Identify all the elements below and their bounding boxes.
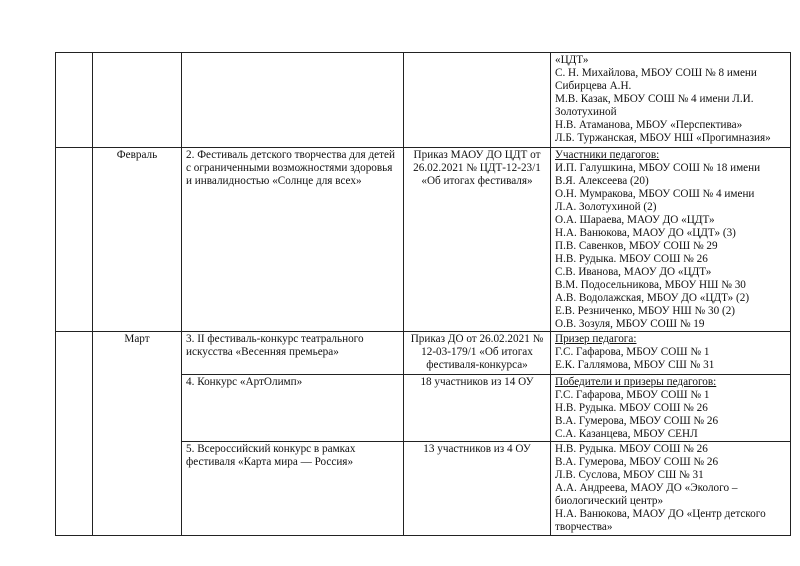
event-cell: 5. Всероссийский конкурс в рамках фестиваля «Карта мира — Россия» [182,442,404,536]
table-row [56,332,791,375]
event-cell: 2. Фестиваль детского творчества для детей с ограниченными возможностями здоровья и инвалидностью «Солнце для всех» [182,148,404,332]
order-cell: 13 участников из 4 ОУ [404,442,551,536]
month-cell: Февраль [93,148,182,332]
participant-line: О.Н. Мумракова, МБОУ СОШ № 4 имени [555,188,755,200]
participant-line: Л.В. Суслова, МБОУ СШ № 31 [555,469,704,481]
table-row [56,148,791,332]
participant-line: В.Я. Алексеева (20) [555,175,649,187]
participants-cell [551,442,791,536]
participants-cell [551,53,791,148]
participant-line: П.В. Савенков, МБОУ СОШ № 29 [555,240,718,252]
order-cell: 18 участников из 14 ОУ [404,375,551,442]
participant-line: Г.С. Гафарова, МБОУ СОШ № 1 [555,346,710,358]
month-cell: Март [93,332,182,536]
participant-line: С.А. Казанцева, МБОУ СЕНЛ [555,428,698,440]
table-row [56,53,791,148]
participant-line: В.А. Гумерова, МБОУ СОШ № 26 [555,415,719,427]
participant-line: С. Н. Михайлова, МБОУ СОШ № 8 имени [555,67,757,79]
participants-cell [551,332,791,375]
participant-line: А.В. Водолажская, МБОУ ДО «ЦДТ» (2) [555,292,750,304]
events-table [55,52,791,536]
participants-cell [551,375,791,442]
participant-line: И.П. Галушкина, МБОУ СОШ № 18 имени [555,162,761,174]
participant-line: С.В. Иванова, МАОУ ДО «ЦДТ» [555,266,712,278]
number-cell [56,53,93,148]
order-cell: Приказ ДО от 26.02.2021 № 12-03-179/1 «Об итогах фестиваля-конкурса» [404,332,551,375]
participant-line: В.М. Подосельникова, МБОУ НШ № 30 [555,279,746,291]
participant-line: Е.К. Галлямова, МБОУ СШ № 31 [555,359,715,371]
participant-line: Золотухиной [555,106,617,118]
participant-line: В.А. Гумерова, МБОУ СОШ № 26 [555,456,719,468]
participant-line: Н.А. Ванюкова, МАОУ ДО «Центр детского [555,508,766,520]
participant-line: Сибирцева А.Н. [555,80,632,92]
number-cell [56,332,93,536]
participant-line: М.В. Казак, МБОУ СОШ № 4 имени Л.И. [555,93,754,105]
participants-cell [551,148,791,332]
month-cell [93,53,182,148]
participant-line: «ЦДТ» [555,54,589,66]
participant-line: Н.В. Рудыка. МБОУ СОШ № 26 [555,443,708,455]
event-cell [182,53,404,148]
order-cell [404,53,551,148]
participants-heading: Победители и призеры педагогов: [555,376,717,388]
participant-line: Л.Б. Туржанская, МБОУ НШ «Прогимназия» [555,132,771,144]
order-cell: Приказ МАОУ ДО ЦДТ от 26.02.2021 № ЦДТ-12-23/1 «Об итогах фестиваля» [404,148,551,332]
event-cell: 4. Конкурс «АртОлимп» [182,375,404,442]
participants-heading: Участники педагогов: [555,149,660,161]
participant-line: Н.В. Рудыка. МБОУ СОШ № 26 [555,253,708,265]
participant-line: Г.С. Гафарова, МБОУ СОШ № 1 [555,389,710,401]
participant-line: О.В. Зозуля, МБОУ СОШ № 19 [555,318,705,330]
event-cell: 3. II фестиваль-конкурс театрального искусства «Весенняя премьера» [182,332,404,375]
participant-line: Л.А. Золотухиной (2) [555,201,657,213]
participant-line: А.А. Андреева, МАОУ ДО «Эколого – [555,482,738,494]
number-cell [56,148,93,332]
participants-heading: Призер педагога: [555,333,637,345]
participant-line: О.А. Шараева, МАОУ ДО «ЦДТ» [555,214,715,226]
participant-line: Н.А. Ванюкова, МАОУ ДО «ЦДТ» (3) [555,227,736,239]
participant-line: Е.В. Резниченко, МБОУ НШ № 30 (2) [555,305,736,317]
participant-line: Н.В. Атаманова, МБОУ «Перспектива» [555,119,743,131]
participant-line: биологический центр» [555,495,664,507]
participant-line: Н.В. Рудыка. МБОУ СОШ № 26 [555,402,708,414]
participant-line: творчества» [555,521,613,533]
